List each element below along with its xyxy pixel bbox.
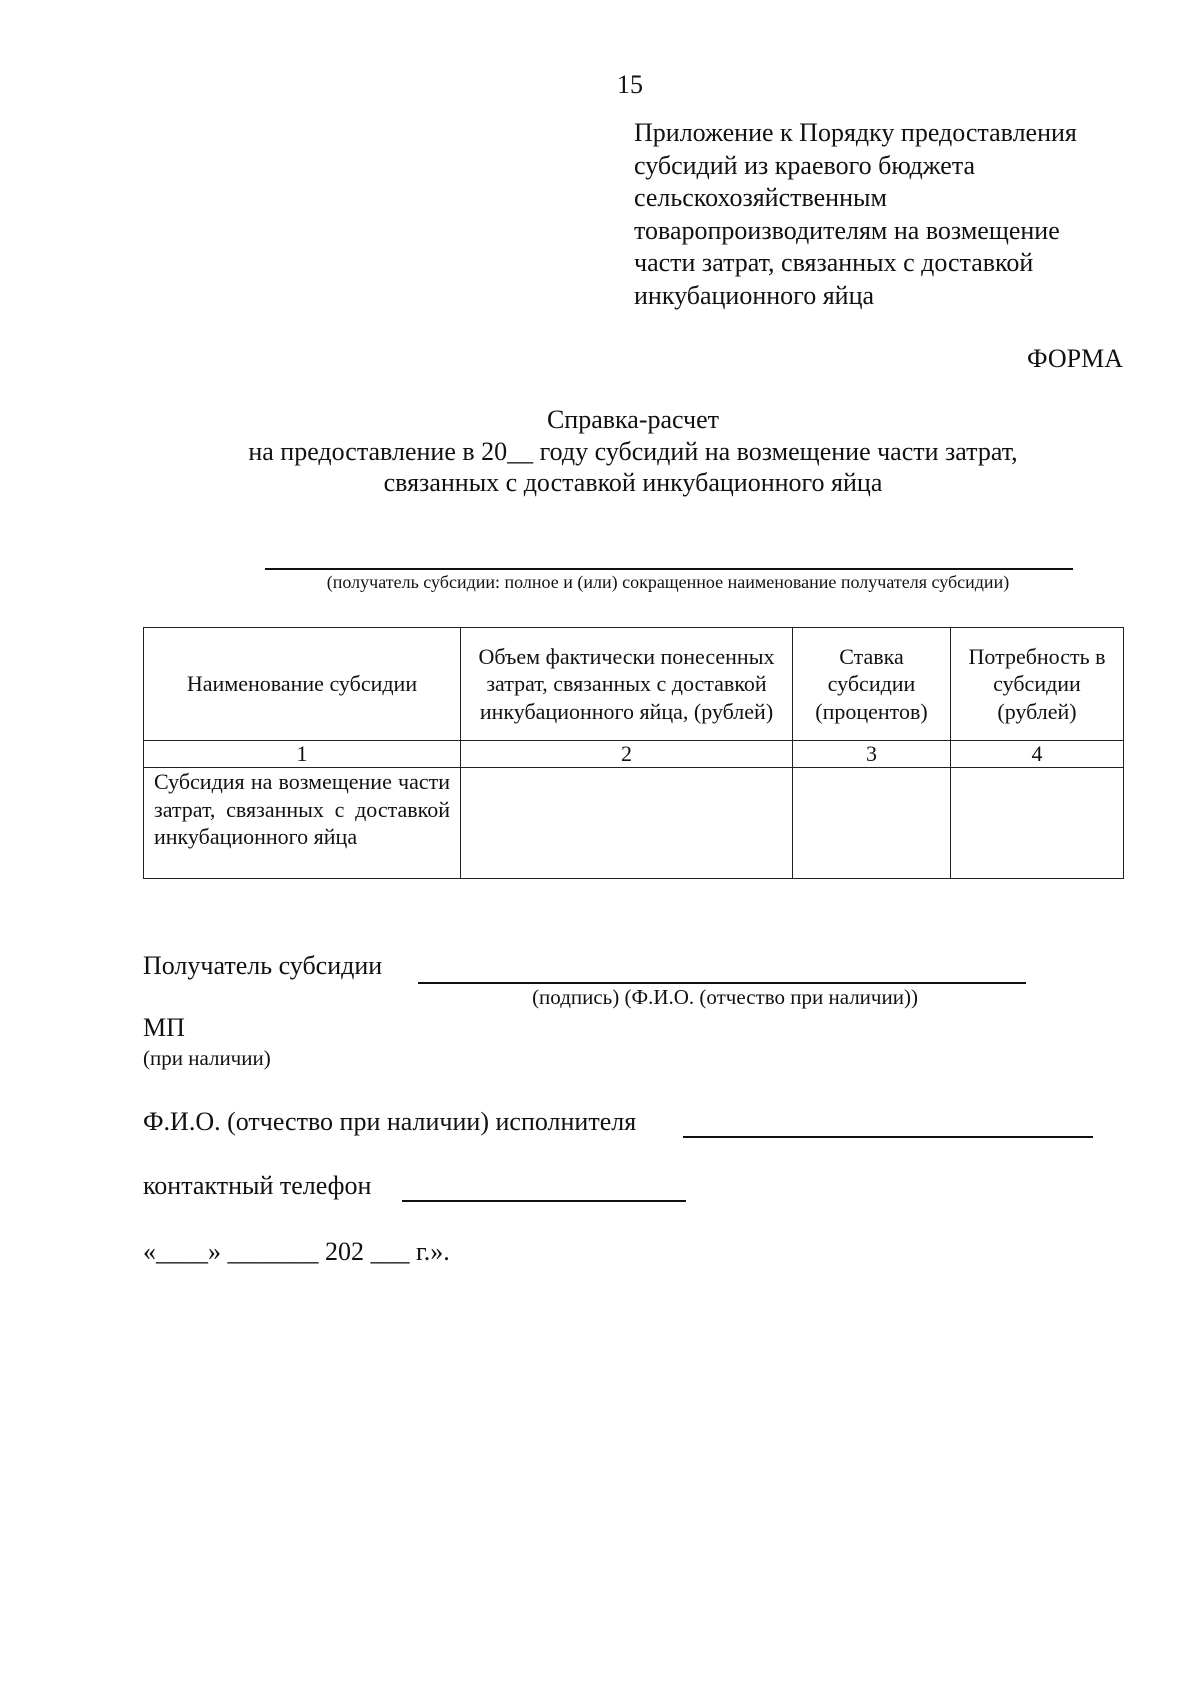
header-subsidy-rate: Ставка субсидии (процентов): [793, 628, 951, 741]
phone-fill-line[interactable]: [402, 1200, 686, 1202]
page-number: 15: [617, 70, 643, 99]
recipient-caption: (получатель субсидии: полное и (или) сокращенное наименование получателя субсидии): [326, 572, 1010, 592]
executor-fill-line[interactable]: [683, 1136, 1093, 1138]
subsidy-rate-cell[interactable]: [793, 768, 951, 879]
form-label: ФОРМА: [1027, 344, 1123, 373]
table-row: [144, 768, 1124, 879]
appendix-line: товаропроизводителям на возмещение: [634, 215, 1060, 245]
appendix-line: Приложение к Порядку предоставления: [634, 118, 1077, 147]
signature-label: Получатель субсидии: [143, 951, 383, 980]
phone-label: контактный телефон: [143, 1171, 372, 1200]
header-subsidy-name: Наименование субсидии: [144, 628, 461, 741]
title-line: на предоставление в 20__ году субсидий на возмещение части затрат,: [248, 436, 1018, 466]
date-field[interactable]: «____» _______ 202 ___ г.».: [143, 1237, 450, 1266]
column-number: 3: [793, 741, 951, 768]
column-number: 2: [461, 741, 793, 768]
table-header-row: [144, 628, 1124, 741]
subsidy-name-cell: Субсидия на возмещение части затрат, связанных с доставкой инкубационного яйца: [144, 768, 461, 879]
actual-costs-cell[interactable]: [461, 768, 793, 879]
signature-caption: (подпись) (Ф.И.О. (отчество при наличии)): [532, 985, 918, 1009]
subsidy-need-cell[interactable]: [951, 768, 1124, 879]
column-number: 1: [144, 741, 461, 768]
document-title: [143, 404, 1123, 499]
appendix-line: субсидий из краевого бюджета: [634, 150, 976, 180]
title-line: Справка-расчет: [546, 405, 720, 434]
header-subsidy-need: Потребность в субсидии (рублей): [951, 628, 1124, 741]
appendix-note: [634, 117, 1154, 312]
stamp-note: (при наличии): [143, 1046, 271, 1070]
appendix-line: части затрат, связанных с доставкой: [634, 248, 1034, 277]
appendix-line: инкубационного яйца: [634, 280, 875, 310]
executor-label: Ф.И.О. (отчество при наличии) исполнителя: [143, 1107, 637, 1136]
column-number: 4: [951, 741, 1124, 768]
appendix-line: сельскохозяйственным: [634, 183, 887, 212]
recipient-fill-line[interactable]: [265, 568, 1073, 570]
header-actual-costs: Объем фактически понесенных затрат, связанных с доставкой инкубационного яйца, (рублей): [461, 628, 793, 741]
calculation-table: [143, 627, 1124, 879]
title-line: связанных с доставкой инкубационного яйца: [383, 468, 883, 497]
stamp-label: МП: [143, 1013, 185, 1042]
column-number-row: [144, 741, 1124, 768]
